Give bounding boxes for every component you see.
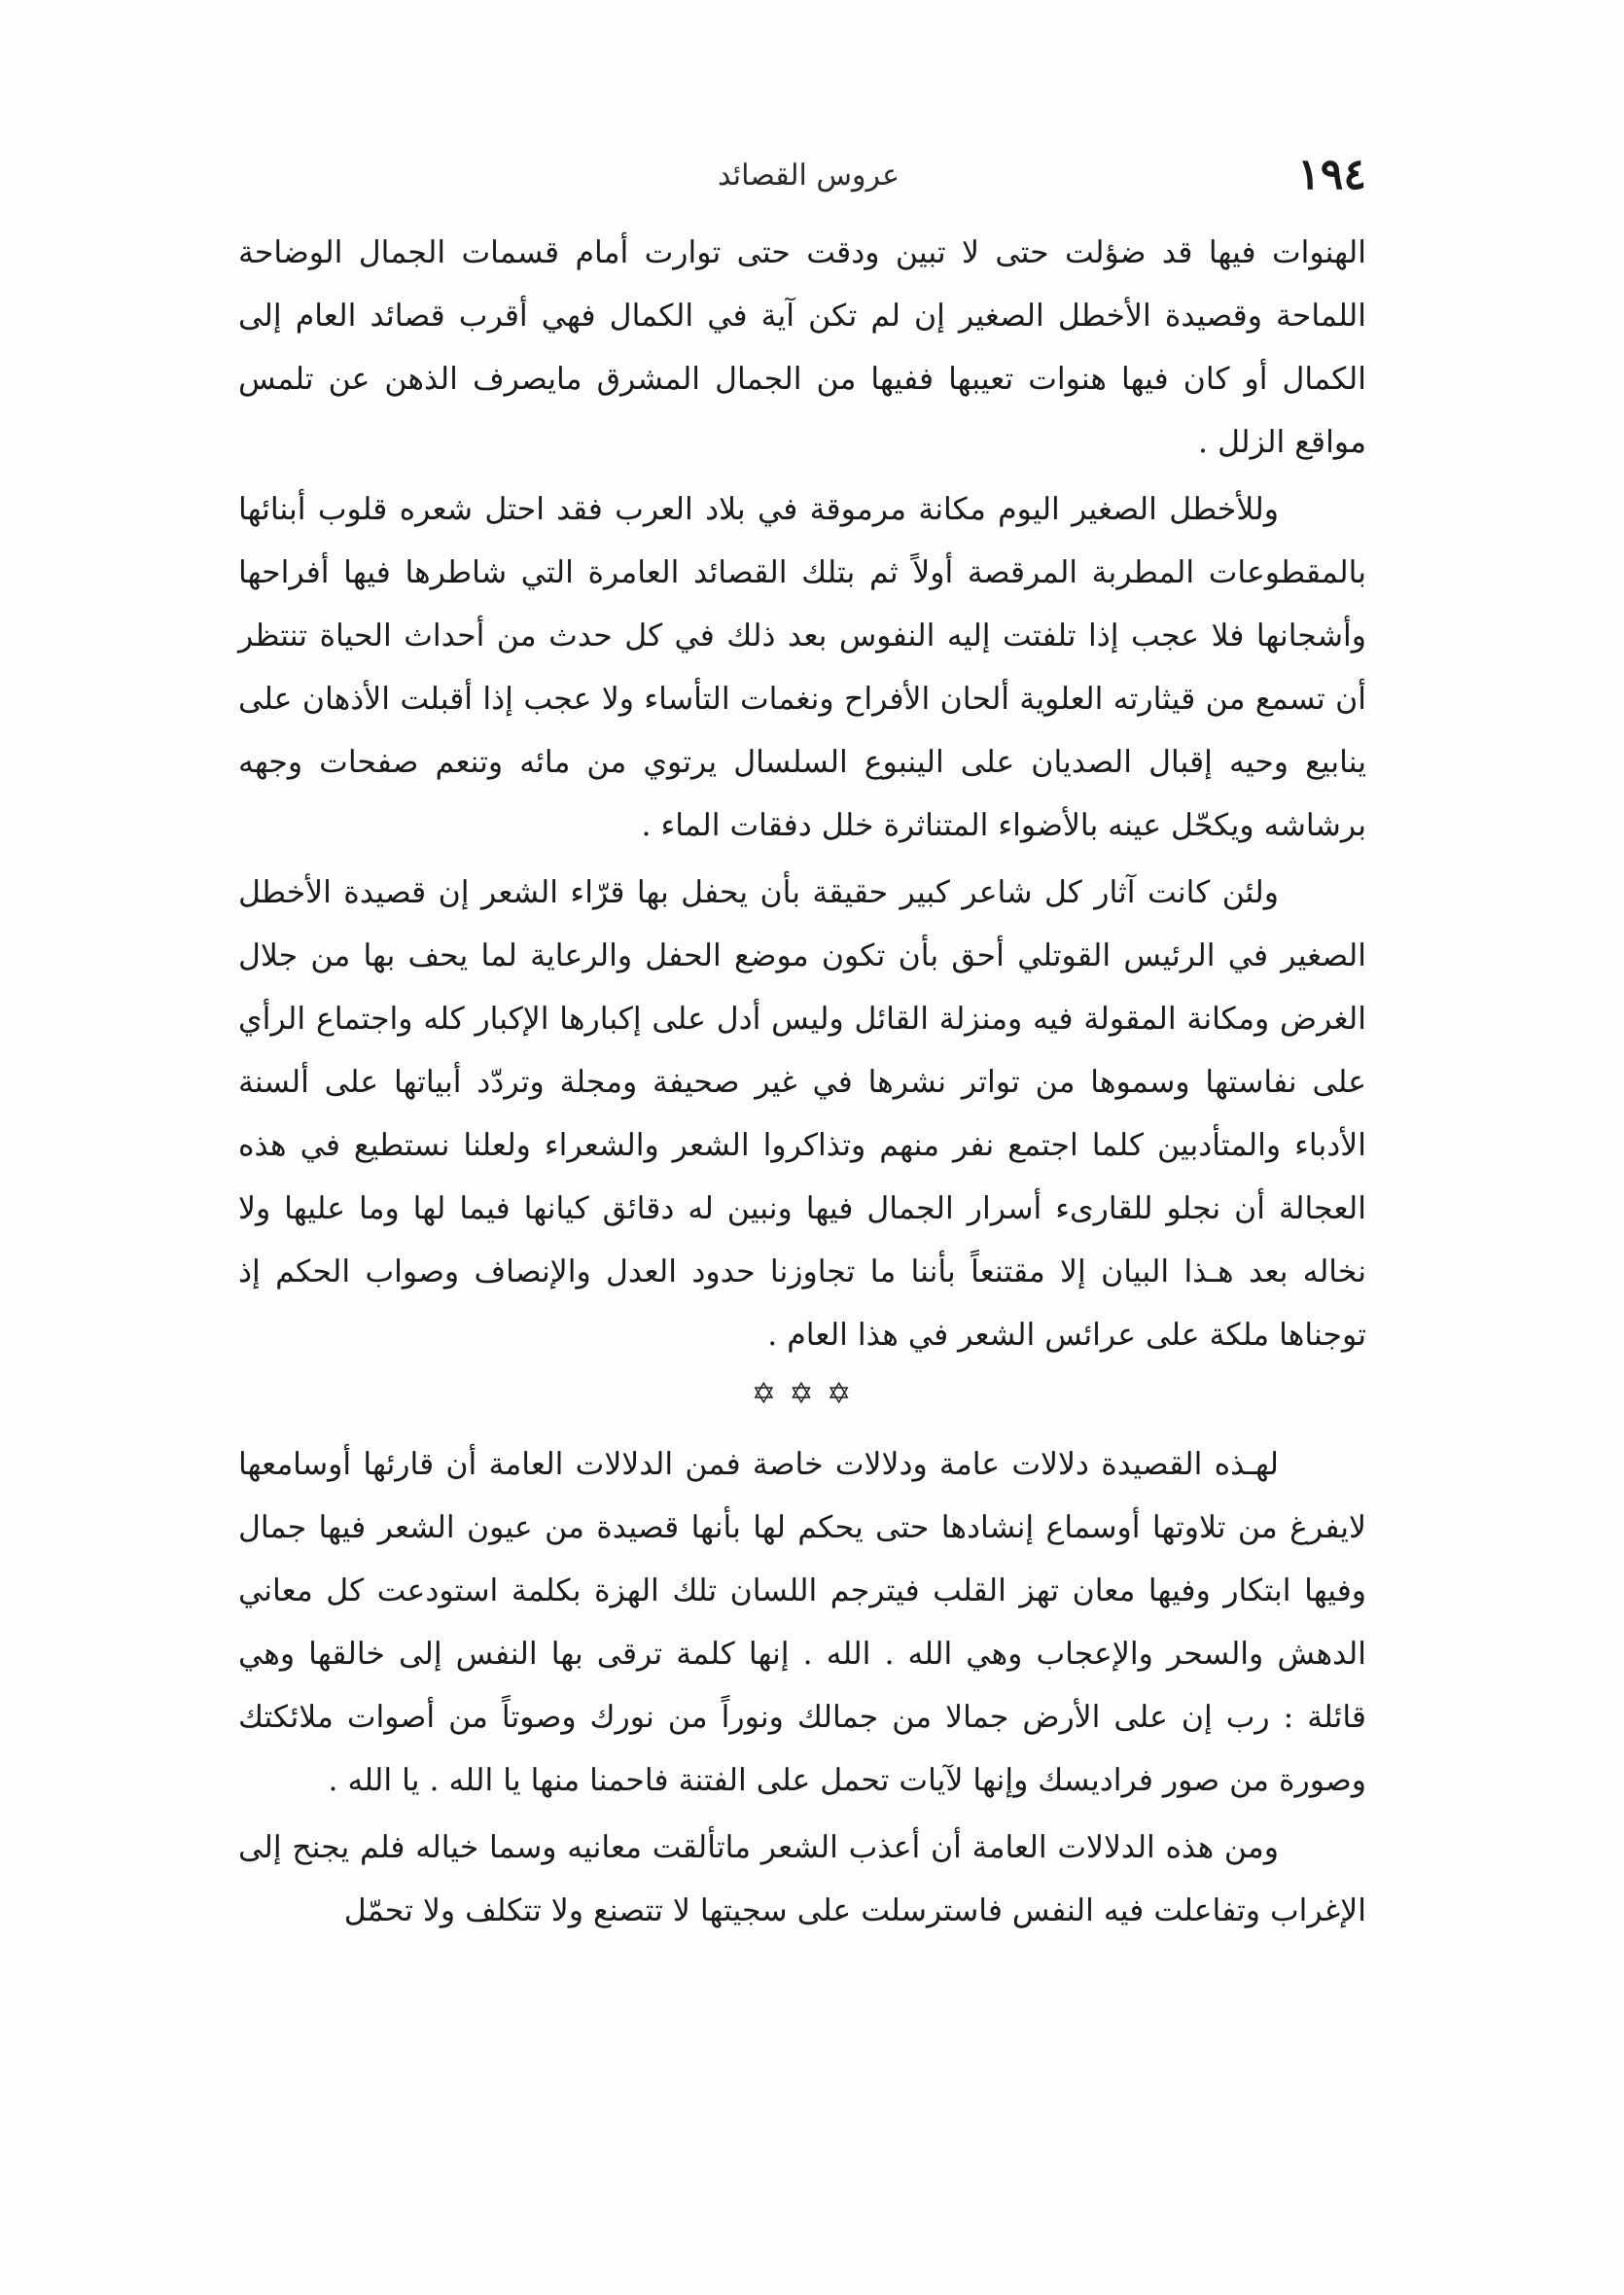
running-title: عروس القصائد [717, 159, 900, 193]
paragraph-4: لهـذه القصيدة دلالات عامة ودلالات خاصة فمن الدلالات العامة أن قارئها أوسامعها لايفرغ من تلاوتها أوسماع إنشادها حتى يحكم لها بأنها قصيدة من عيون الشعر فيها جمال وفيها ابتكار وفيها معان تهز القلب فيترجم اللسان تلك الهزة بكلمة استودعت كل معاني الدهش والسحر والإعجاب وهي الله . الله . إنها كلمة ترقى بها النفس إلى خالقها وهي قائلة : رب إن على الأرض جمالا من جمالك ونوراً من نورك وصوتاً من أصوات ملائكتك وصورة من صور فراديسك وإنها لآيات تحمل على الفتنة فاحمنا منها يا الله . يا الله . [238, 1447, 1366, 1798]
paragraph-2: وللأخطل الصغير اليوم مكانة مرموقة في بلاد العرب فقد احتل شعره قلوب أبنائها بالمقطوعات المطربة المرقصة أولاً ثم بتلك القصائد العامرة التي شاطرها فيها أفراحها وأشجانها فلا عجب إذا تلفتت إليه النفوس بعد ذلك في كل حدث من أحداث الحياة تنتظر أن تسمع من قيثارته العلوية ألحان الأفراح ونغمات التأساء ولا عجب إذا أقبلت الأذهان على ينابيع وحيه إقبال الصديان على الينبوع السلسال يرتوي من مائه وتنعم صفحات وجهه برشاشه ويكحّل عينه بالأضواء المتناثرة خلل دفقات الماء . [238, 492, 1366, 843]
page-number: ١٩٤ [1297, 150, 1366, 199]
paragraph-1: الهنوات فيها قد ضؤلت حتى لا تبين ودقت حتى توارت أمام قسمات الجمال الوضاحة اللماحة وقصيدة الأخطل الصغير إن لم تكن آية في الكمال فهي أقرب قصائد العام إلى الكمال أو كان فيها هنوات تعيبها ففيها من الجمال المشرق مايصرف الذهن عن تلمس مواقع الزلل . [238, 235, 1366, 460]
paragraph-5: ومن هذه الدلالات العامة أن أعذب الشعر ماتألقت معانيه وسما خياله فلم يجنح إلى الإغراب وتفاعلت فيه النفس فاسترسلت على سجيتها لا تتصنع ولا تتكلف ولا تحمّل [238, 1830, 1366, 1928]
body-text [238, 222, 1366, 1943]
section-separator: ✡ ✡ ✡ [751, 1377, 854, 1411]
paragraph-3: ولئن كانت آثار كل شاعر كبير حقيقة بأن يحفل بها قرّاء الشعر إن قصيدة الأخطل الصغير في الرئيس القوتلي أحق بأن تكون موضع الحفل والرعاية لما يحف بها من جلال الغرض ومكانة المقولة فيه ومنزلة القائل وليس أدل على إكبارها الإكبار كله واجتماع الرأي على نفاستها وسموها من تواتر نشرها في غير صحيفة ومجلة وتردّد أبياتها على ألسنة الأدباء والمتأدبين كلما اجتمع نفر منهم وتذاكروا الشعر والشعراء ولعلنا نستطيع في هذه العجالة أن نجلو للقارىء أسرار الجمال فيها ونبين له دقائق كيانها فيما لها وما عليها ولا نخاله بعد هـذا البيان إلا مقتنعاً بأننا ما تجاوزنا حدود العدل والإنصاف وصواب الحكم إذ توجناها ملكة على عرائس الشعر في هذا العام . [238, 875, 1366, 1353]
page-header [238, 146, 1366, 204]
